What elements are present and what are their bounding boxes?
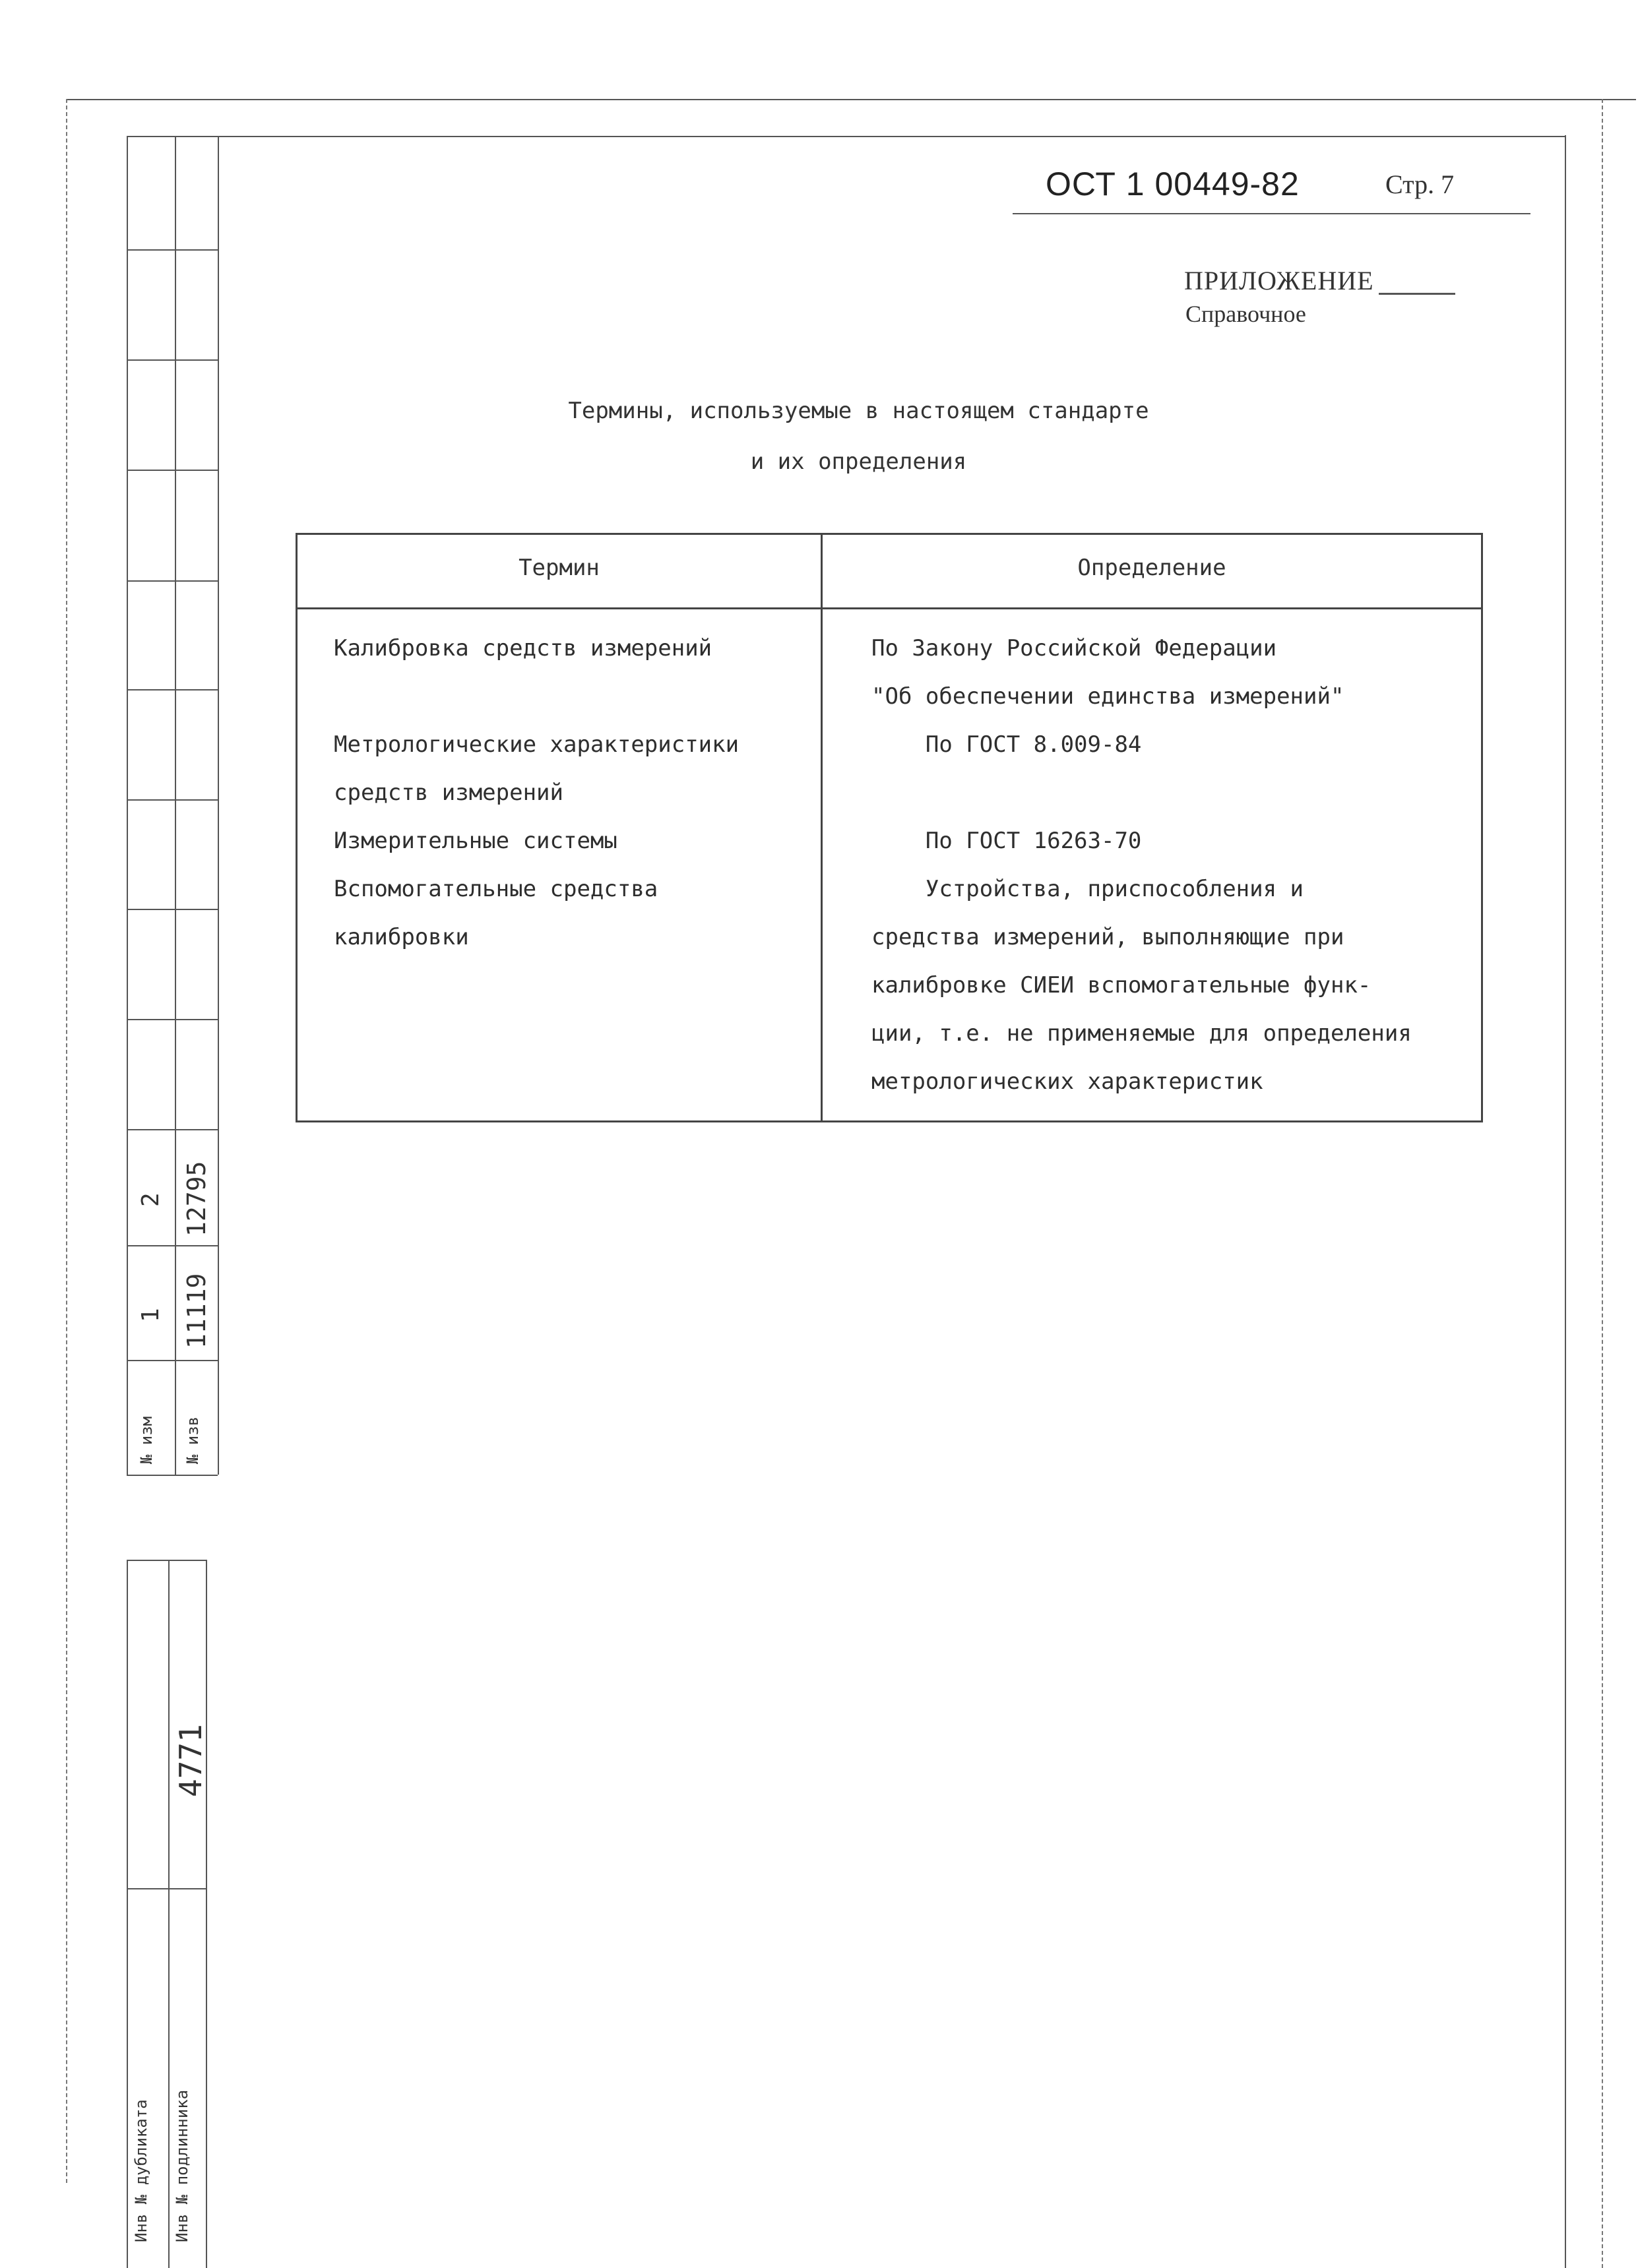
term-line: Калибровка средств измерений <box>334 635 712 661</box>
document-code: ОСТ 1 00449-82 <box>1046 166 1300 202</box>
header-divider <box>298 607 1481 609</box>
definition-line: калибровке СИЕИ вспомогательные функ- <box>871 972 1371 998</box>
column-header-definition: Определение <box>1077 555 1226 581</box>
stamp-row-line <box>127 359 218 361</box>
frame-top-border <box>127 136 1566 137</box>
stamp-row-line <box>127 799 218 801</box>
table-subtitle: и их определения <box>750 448 967 475</box>
appendix-number-blank <box>1379 293 1455 295</box>
notice-value: 12795 <box>182 1161 211 1237</box>
stamp-row-line <box>127 1360 218 1361</box>
stamp-row-line <box>127 1019 218 1020</box>
term-line: Метрологические характеристики <box>334 731 740 758</box>
column-divider <box>821 535 823 1120</box>
notice-value: 11119 <box>182 1273 211 1349</box>
appendix-heading: ПРИЛОЖЕНИЕ <box>1184 266 1374 295</box>
change-no-label: № изм <box>137 1416 156 1464</box>
inv-block-divider <box>127 1888 206 1889</box>
original-inv-value: 4771 <box>173 1724 208 1797</box>
duplicate-label: Инв № дубликата <box>132 2099 150 2242</box>
inv-block-mid <box>168 1560 170 2268</box>
stamp-row-line <box>127 1129 218 1130</box>
stamp-row-line <box>127 1245 218 1246</box>
inv-block-right <box>206 1560 207 2268</box>
term-line: средств измерений <box>334 780 563 806</box>
definition-line: "Об обеспечении единства измерений" <box>871 683 1344 710</box>
inv-block-left <box>127 1560 128 2268</box>
definition-line: ции, т.е. не применяемые для определения <box>871 1020 1412 1047</box>
stamp-row-line <box>127 580 218 582</box>
definition-line: По ГОСТ 8.009-84 <box>871 731 1142 758</box>
change-value: 2 <box>137 1192 164 1207</box>
appendix-type: Справочное <box>1185 301 1306 327</box>
definition-line: Устройства, приспособления и <box>871 876 1304 902</box>
definition-line: средства измерений, выполняющие при <box>871 924 1344 950</box>
inv-block-top <box>127 1560 206 1561</box>
change-value: 1 <box>137 1308 164 1322</box>
stamp-row-line <box>127 1475 218 1476</box>
page-top-border <box>66 99 1636 100</box>
notice-no-label: № изв <box>183 1416 202 1464</box>
stamp-strip-right <box>218 136 219 1475</box>
original-label: Инв № подлинника <box>173 2089 191 2242</box>
column-header-term: Термин <box>519 555 600 581</box>
stamp-strip-mid <box>175 136 176 1475</box>
table-title: Термины, используемые в настоящем стандарте <box>568 398 1149 424</box>
definition-line: По ГОСТ 16263-70 <box>871 828 1142 854</box>
term-line: Вспомогательные средства <box>334 876 658 902</box>
definition-line: метрологических характеристик <box>871 1068 1263 1095</box>
page-number: Стр. 7 <box>1385 169 1455 199</box>
stamp-row-line <box>127 689 218 690</box>
stamp-strip-left <box>127 136 128 1475</box>
stamp-row-line <box>127 909 218 910</box>
definition-line: По Закону Российской Федерации <box>871 635 1277 661</box>
term-line: Измерительные системы <box>334 828 617 854</box>
frame-right-border-outer <box>1602 99 1603 2268</box>
term-line: калибровки <box>334 924 469 950</box>
header-underline <box>1013 213 1530 214</box>
terms-table <box>296 533 1483 1122</box>
stamp-row-line <box>127 249 218 251</box>
